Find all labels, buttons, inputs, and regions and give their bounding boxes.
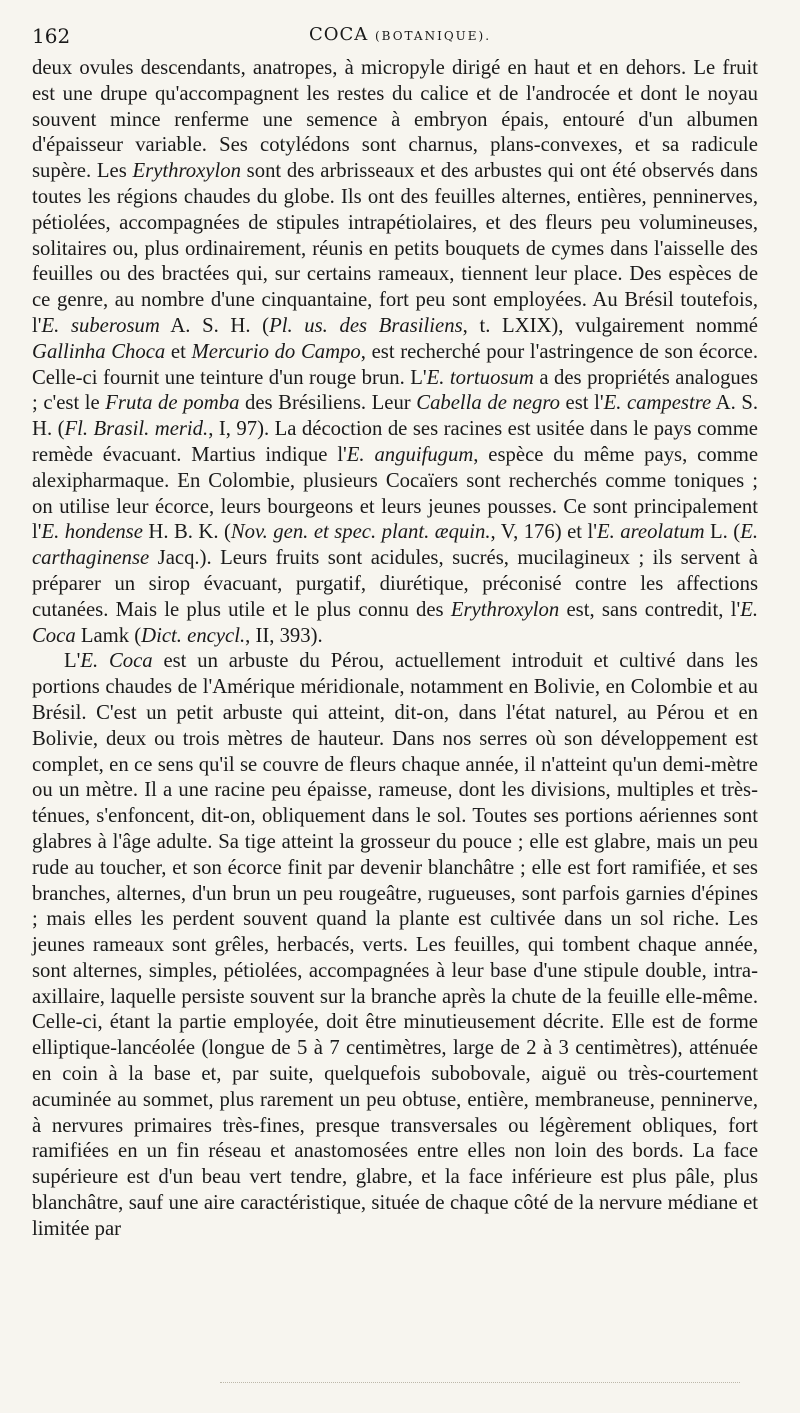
text-run: Lamk (	[75, 624, 142, 647]
italic-run: Dict. encycl.	[141, 624, 246, 647]
italic-run: Gallinha Choca	[32, 340, 166, 363]
page-header	[32, 24, 768, 52]
text-run: , I, 97). La décoction de ses racines est usitée dans le pays comme remède évacuant. Martius indique l'	[32, 418, 758, 466]
italic-run: E. anguifugum	[346, 443, 474, 466]
scan-bottom-marks	[220, 1382, 740, 1385]
text-run: , est recherché pour l'astringence de son écorce. Celle-ci fournit une teinture d'un rouge brun. L'	[32, 340, 758, 389]
italic-run: Erythroxylon	[450, 598, 560, 621]
text-run: est, sans contredit, l'	[559, 598, 741, 621]
text-run: deux ovules descendants, anatropes, à micropyle dirigé en haut et en dehors. Le fruit est une drupe qu'accompagnent les restes du calice et de l'androcée et dont le noyau souvent mince renferme une semence à embryon épais, entouré d'un albumen d'épaisseur variable. Ses cotylédons sont charnus, plans-convexes, et sa radicule supère. Les	[32, 57, 758, 183]
italic-run: E. suberosum	[41, 314, 160, 337]
text-run: A. S. H. (	[159, 314, 270, 337]
italic-run: Pl. us. des Brasiliens	[269, 314, 463, 337]
italic-run: E. hondense	[41, 521, 143, 544]
running-head-subtitle: (BOTANIQUE).	[375, 29, 492, 43]
text-run: A. S. H. (	[32, 392, 758, 441]
text-run: L. (	[704, 521, 741, 544]
running-head-title: COCA	[308, 24, 369, 45]
text-run: des Brésiliens. Leur	[239, 392, 417, 415]
text-run: sont des arbrisseaux et des arbustes qui ont été observés dans toutes les régions chaudes du globe. Ils ont des feuilles alternes, entières, penninerves, pétiolées, accompagnées de stipules intrapétiolaires, et des fleurs peu volumineuses, solitaires ou, plus ordinairement, réunis en petits bouquets de cymes dans l'aisselle des feuilles ou des bractées qui, sur certains rameaux, tiennent leur place. Des espèces de ce genre, au nombre d'une cinquantaine, fort peu sont employées. Au Brésil toutefois, l'	[32, 160, 758, 337]
text-run: , espèce du même pays, comme alexipharmaque. En Colombie, plusieurs Cocaïers sont recherchés comme toniques ; on utilise leur écorce, leurs bourgeons et leurs jeunes pousses. Ce sont principalement l'	[32, 443, 759, 544]
text-run: , t. LXIX), vulgairement nommé	[462, 314, 758, 337]
text-run: et	[165, 340, 192, 363]
text-run: H. B. K. (	[142, 521, 231, 544]
text-run: , V, 176) et l'	[490, 521, 597, 544]
page-number: 162	[32, 24, 71, 48]
text-run: , II, 393).	[245, 624, 323, 647]
running-head	[32, 24, 768, 45]
italic-run: E. campestre	[603, 392, 712, 415]
italic-run: E. tortuosum	[426, 366, 534, 389]
text-run: est l'	[559, 392, 604, 415]
paragraph-1	[32, 56, 758, 649]
paragraph-2	[32, 649, 758, 1242]
italic-run: E. carthaginense	[32, 521, 758, 570]
italic-run: Mercurio do Campo	[191, 340, 361, 363]
italic-run: Fl. Brasil. merid.	[64, 418, 209, 441]
italic-run: Cabella de negro	[416, 392, 560, 415]
body-text	[32, 56, 758, 1243]
italic-run: Erythroxylon	[132, 160, 241, 183]
italic-run: Fruta de pomba	[105, 392, 240, 415]
italic-run: Nov. gen. et spec. plant. æquin.	[230, 521, 491, 544]
italic-run: E. areolatum	[596, 521, 705, 544]
italic-run: E. Coca	[80, 650, 153, 673]
text-run: a des propriétés analogues ; c'est le	[32, 366, 758, 415]
italic-run: E. Coca	[32, 598, 758, 647]
text-run: L'	[64, 650, 81, 673]
text-run: est un arbuste du Pérou, actuellement introduit et cultivé dans les portions chaudes de l'Amérique méridionale, notamment en Bolivie, en Colombie et au Brésil. C'est un petit arbuste qui atteint, dit-on, dans l'état naturel, au Pérou et en Bolivie, deux ou trois mètres de hauteur. Dans nos serres où son développement est complet, en ce sens qu'il se couvre de fleurs chaque année, il n'atteint qu'un demi-mètre ou un mètre. Il a une racine peu épaisse, rameuse, dont les divisions, multiples et très-ténues, s'enfoncent, dit-on, obliquement dans le sol. Toutes ses portions aériennes sont glabres à l'âge adulte. Sa tige atteint la grosseur du pouce ; elle est glabre, mais un peu rude au toucher, et son écorce finit par devenir blanchâtre ; elle est fort ramifiée, et ses branches, alternes, d'un brun un peu rougeâtre, rugueuses, sont parfois garnies d'épines ; mais elles les perdent souvent quand la plante est cultivée dans un sol riche. Les jeunes rameaux sont grêles, herbacés, verts. Les feuilles, qui tombent chaque année, sont alternes, simples, pétiolées, accompagnées à leur base d'une stipule double, intra-axillaire, laquelle persiste souvent sur la branche après la chute de la feuille elle-même. Celle-ci, étant la partie employée, doit être minutieusement décrite. Elle est de forme elliptique-lancéolée (longue de 5 à 7 centimètres, large de 2 à 3 centimètres), atténuée en coin à la base et, par suite, quelquefois subobovale, aiguë ou très-courtement acuminée au sommet, plus rarement un peu obtuse, entière, membraneuse, penninerve, à nervures primaires très-fines, presque transversales ou légèrement obliques, fort ramifiées en un fin réseau et anastomosées entre elles non loin des bords. La face supérieure est d'un beau vert tendre, glabre, et la face inférieure est plus pâle, plus blanchâtre, sauf une aire caractéristique, située de chaque côté de la nervure médiane et limitée par	[32, 650, 758, 1240]
text-run: Jacq.). Leurs fruits sont acidules, sucrés, mucilagineux ; ils servent à préparer un sirop évacuant, purgatif, diurétique, préconisé contre les affections cutanées. Mais le plus utile et le plus connu des	[32, 547, 758, 621]
